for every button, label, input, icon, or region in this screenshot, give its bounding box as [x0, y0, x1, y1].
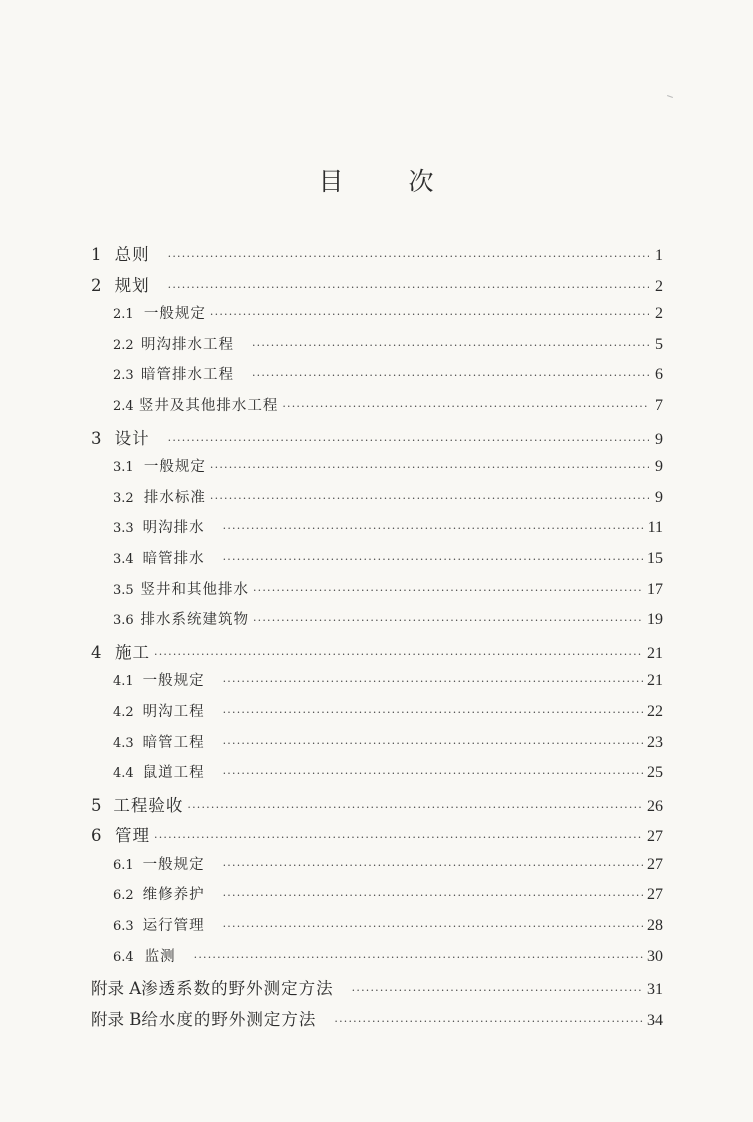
toc-number: 6.3: [113, 919, 134, 935]
toc-number: 3.6: [113, 613, 134, 629]
toc-entry[interactable]: [91, 792, 663, 823]
toc-entry[interactable]: [91, 241, 663, 272]
toc-number: 4: [91, 642, 102, 662]
toc-page: 11: [647, 519, 663, 537]
toc-entry[interactable]: [91, 700, 663, 731]
toc-entry[interactable]: [91, 914, 663, 945]
toc-page: 31: [647, 981, 663, 999]
toc-number: 6.2: [113, 888, 134, 904]
toc-number: 6.1: [113, 857, 134, 873]
toc-label: 一般规定: [143, 459, 206, 476]
leader-dots: [223, 522, 644, 535]
title-char-1: 目: [318, 167, 345, 196]
leader-dots: [352, 984, 643, 997]
toc-entry[interactable]: [91, 608, 663, 639]
leader-dots: [210, 461, 649, 474]
leader-dots: [168, 281, 649, 294]
toc-entry[interactable]: [91, 394, 663, 425]
toc-number: 1: [91, 245, 102, 264]
toc-label: 一般规定: [143, 306, 206, 323]
toc-entry[interactable]: [91, 302, 663, 333]
toc-page: 27: [647, 828, 663, 846]
toc-entry[interactable]: [91, 975, 663, 1006]
toc-number: 2.4: [113, 398, 134, 414]
toc-label: 排水系统建筑物: [140, 612, 249, 629]
toc-number: 3.4: [113, 551, 134, 567]
toc-entry[interactable]: [91, 945, 663, 976]
scan-speck: [667, 95, 673, 98]
toc-label: 一般规定: [142, 856, 205, 873]
leader-dots: [223, 706, 643, 719]
leader-dots: [223, 553, 643, 566]
toc-page: 28: [647, 917, 663, 935]
toc-label: 竖井和其他排水: [140, 581, 249, 598]
toc-number: 3.3: [113, 521, 134, 537]
toc-page: 1: [655, 247, 663, 264]
toc-page: 17: [647, 580, 663, 598]
leader-dots: [252, 369, 649, 382]
leader-dots: [210, 308, 649, 321]
toc-number: 4.1: [113, 674, 134, 690]
toc-entry[interactable]: [91, 639, 663, 670]
toc-label: 管理: [115, 826, 151, 846]
toc-label: 明沟工程: [142, 703, 205, 720]
leader-dots: [252, 339, 649, 352]
toc-label: 监测: [144, 948, 176, 965]
toc-entry[interactable]: [91, 731, 663, 762]
toc-number: 2.3: [113, 368, 134, 384]
toc-label: 规划: [114, 275, 150, 295]
toc-label: 给水度的野外测定方法: [141, 1009, 317, 1029]
toc-label: 渗透系数的野外测定方法: [141, 979, 334, 999]
table-of-contents: [91, 241, 663, 1036]
toc-page: 27: [647, 855, 663, 873]
toc-label: 暗管工程: [142, 734, 205, 751]
toc-page: 23: [647, 733, 663, 751]
leader-dots: [154, 648, 643, 661]
toc-label: 明沟排水工程: [140, 336, 234, 353]
toc-entry[interactable]: [91, 853, 663, 884]
toc-number: 2.1: [113, 307, 134, 323]
leader-dots: [223, 889, 643, 902]
leader-dots: [223, 859, 643, 872]
toc-number: 6.4: [113, 949, 134, 965]
toc-entry[interactable]: [91, 333, 663, 364]
toc-label: 设计: [114, 428, 150, 448]
toc-label: 鼠道工程: [142, 765, 205, 782]
toc-page: 25: [647, 764, 663, 782]
leader-dots: [187, 801, 643, 814]
toc-number: 附录 B: [91, 1009, 142, 1029]
toc-entry[interactable]: [91, 516, 663, 547]
toc-label: 运行管理: [142, 918, 205, 935]
toc-entry[interactable]: [91, 425, 663, 456]
leader-dots: [223, 737, 643, 750]
toc-label: 维修养护: [142, 887, 205, 904]
toc-page: 27: [647, 886, 663, 904]
toc-number: 2.2: [113, 337, 134, 353]
toc-number: 3.1: [113, 460, 134, 476]
leader-dots: [168, 250, 649, 263]
leader-dots: [334, 1015, 643, 1028]
toc-page: 6: [655, 366, 663, 384]
toc-label: 排水标准: [143, 489, 206, 506]
toc-number: 5: [91, 795, 102, 815]
toc-page: 26: [647, 797, 663, 815]
toc-number: 4.2: [113, 704, 134, 720]
toc-page: 22: [647, 702, 663, 720]
toc-label: 工程验收: [113, 795, 184, 815]
toc-page: 9: [655, 458, 663, 476]
toc-number: 2: [91, 275, 102, 295]
toc-entry[interactable]: [91, 669, 663, 700]
toc-entry[interactable]: [91, 455, 663, 486]
toc-entry[interactable]: [91, 578, 663, 609]
toc-number: 附录 A: [91, 979, 142, 999]
toc-entry[interactable]: [91, 883, 663, 914]
toc-label: 总则: [114, 245, 150, 264]
leader-dots: [223, 920, 643, 933]
leader-dots: [223, 675, 643, 688]
toc-page: 7: [655, 396, 663, 414]
toc-label: 暗管排水: [142, 550, 205, 567]
toc-entry[interactable]: [91, 547, 663, 578]
leader-dots: [253, 584, 643, 597]
toc-label: 暗管排水工程: [140, 367, 234, 384]
toc-label: 施工: [115, 642, 151, 662]
leader-dots: [210, 492, 649, 505]
toc-label: 明沟排水: [142, 520, 205, 537]
toc-page: 19: [647, 611, 663, 629]
toc-page: 2: [655, 277, 663, 295]
toc-page: 9: [655, 488, 663, 506]
toc-page: 21: [647, 672, 663, 690]
title-char-2: 次: [408, 167, 435, 196]
toc-page: 15: [647, 549, 663, 567]
toc-entry[interactable]: [91, 486, 663, 517]
toc-entry[interactable]: [91, 363, 663, 394]
toc-page: 9: [655, 430, 663, 448]
toc-number: 3.5: [113, 582, 134, 598]
leader-dots: [282, 400, 649, 413]
toc-entry[interactable]: [91, 761, 663, 792]
leader-dots: [168, 434, 649, 447]
toc-number: 6: [91, 826, 102, 846]
page-title: [0, 162, 753, 198]
toc-number: 3.2: [113, 490, 134, 506]
toc-page: 34: [647, 1011, 663, 1029]
leader-dots: [253, 614, 643, 627]
toc-page: 21: [647, 644, 663, 662]
leader-dots: [223, 767, 643, 780]
toc-entry[interactable]: [91, 822, 663, 853]
leader-dots: [154, 831, 643, 844]
toc-number: 3: [91, 428, 102, 448]
toc-page: 2: [655, 305, 663, 323]
toc-page: 5: [655, 335, 663, 353]
leader-dots: [194, 951, 643, 964]
toc-number: 4.3: [113, 735, 134, 751]
toc-number: 4.4: [113, 766, 134, 782]
toc-label: 竖井及其他排水工程: [138, 397, 279, 414]
toc-entry[interactable]: [91, 1006, 663, 1037]
toc-label: 一般规定: [142, 673, 205, 690]
toc-page: 30: [647, 947, 663, 965]
toc-entry[interactable]: [91, 272, 663, 303]
